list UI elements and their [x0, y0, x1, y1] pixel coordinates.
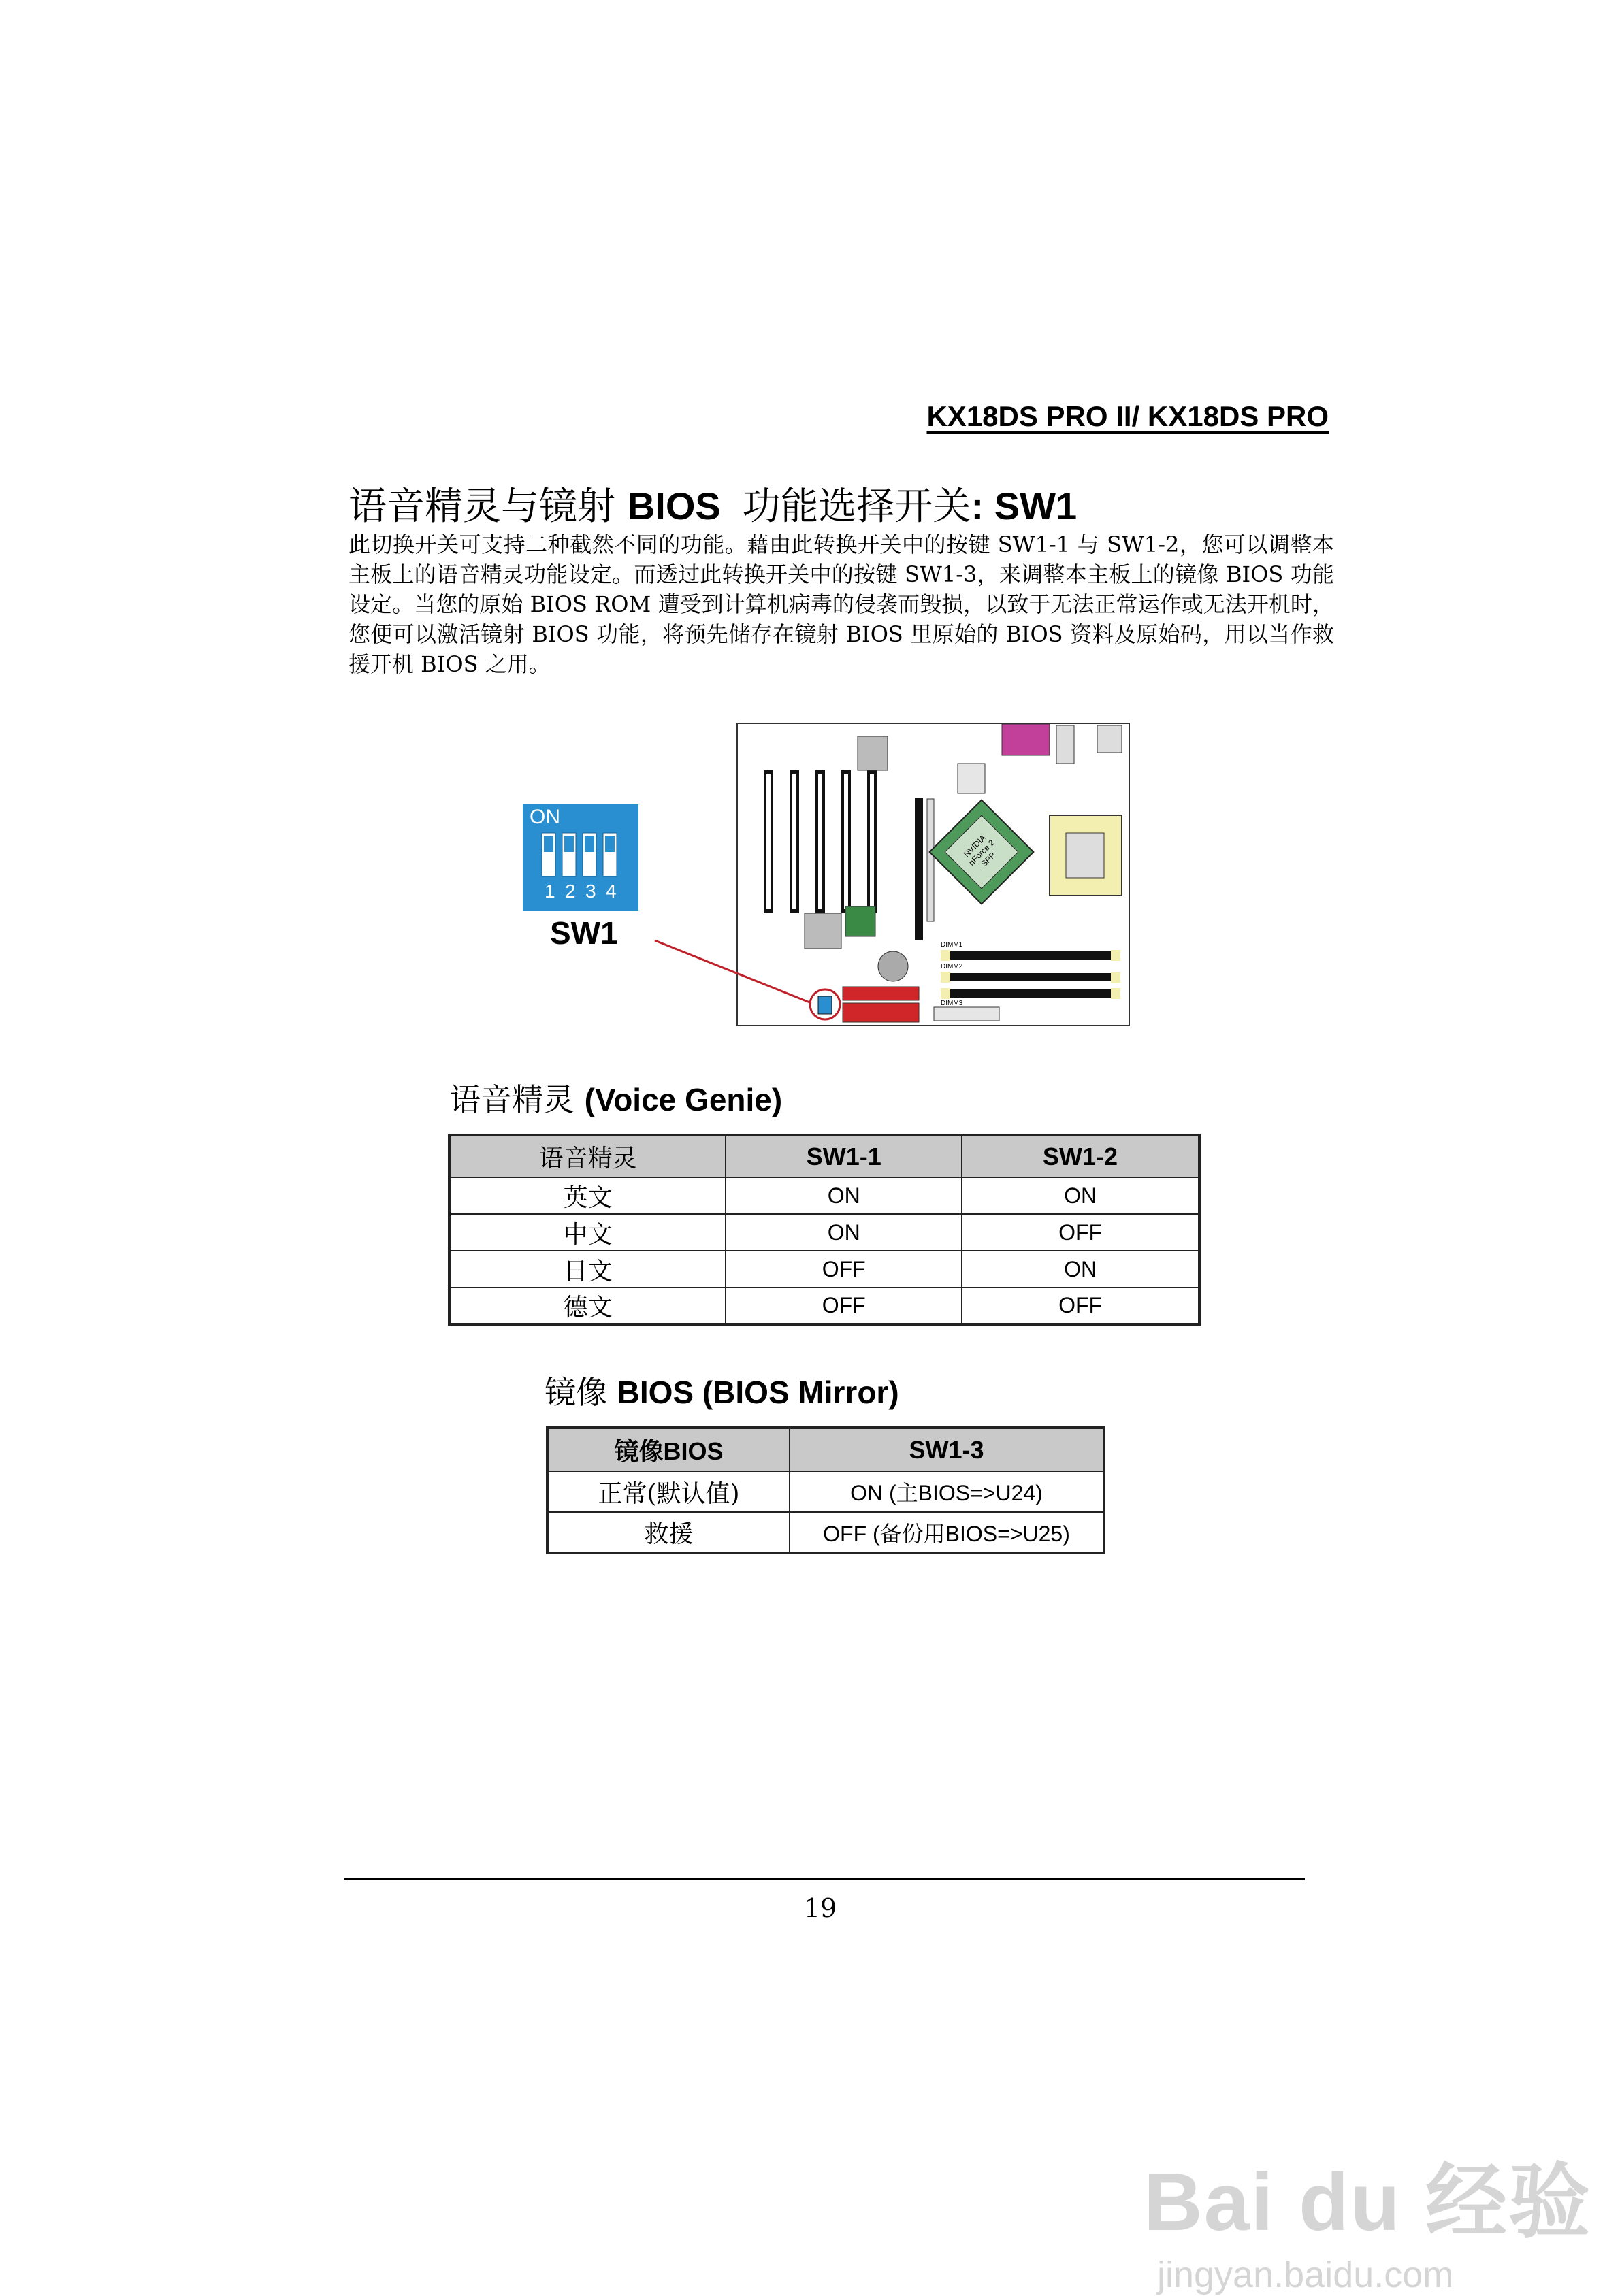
northbridge-chip-label: NVIDIA nForce 2 SPP [961, 833, 998, 869]
table-cell: ON (主BIOS=>U24) [790, 1471, 1104, 1512]
dip-switch-figure [523, 804, 638, 911]
footer-rule [344, 1878, 1305, 1880]
document-header: KX18DS PRO II/ KX18DS PRO [926, 400, 1329, 432]
table-cell: 中文 [449, 1214, 726, 1251]
table-header-row [449, 1135, 1199, 1177]
bios-mirror-title-en: BIOS (BIOS Mirror) [617, 1375, 899, 1410]
dip-switch-number-4: 4 [606, 881, 617, 902]
title-part-sw: : SW1 [971, 485, 1078, 527]
voice-genie-title [449, 1075, 782, 1120]
dimm2-label: DIMM2 [941, 963, 963, 970]
table-cell: OFF [726, 1288, 962, 1324]
dip-switch-on-label: ON [530, 806, 560, 828]
voice-genie-table [448, 1134, 1201, 1326]
dip-switch-number-2: 2 [565, 881, 576, 902]
table-cell: ON [962, 1177, 1199, 1214]
voice-genie-title-zh: 语音精灵 [449, 1081, 574, 1118]
table-cell: 日文 [449, 1251, 726, 1288]
bios-mirror-title-zh: 镜像 [545, 1374, 607, 1411]
table-cell: OFF [962, 1288, 1199, 1324]
baidu-watermark [1144, 2137, 1591, 2296]
table-cell: ON [726, 1214, 962, 1251]
table-row [547, 1471, 1104, 1512]
table-cell: 正常(默认值) [547, 1471, 790, 1512]
title-part-bios: BIOS [627, 485, 721, 527]
col-header-voice-genie: 语音精灵 [449, 1135, 726, 1177]
table-row [449, 1288, 1199, 1324]
voice-genie-title-en: (Voice Genie) [584, 1082, 783, 1117]
col-header-sw1-2: SW1-2 [962, 1135, 1199, 1177]
intro-paragraph: 此切换开关可支持二种截然不同的功能。藉由此转换开关中的按键 SW1-1 与 SW1-2，您可以调整本主板上的语音精灵功能设定。而透过此转换开关中的按键 SW1-3，来调整本主板上的镜像 BIOS 功能设定。当您的原始 BIOS ROM 遭受到计算机病毒的侵袭而毁损，以致于无法正常运作或无法开机时，您便可以激活镜射 BIOS 功能，将预先储存在镜射 BIOS 里原始的 BIOS 资料及原始码，用以当作救援开机 BIOS 之用。 [349, 531, 1334, 677]
table-cell: OFF [726, 1251, 962, 1288]
dimm3-label: DIMM3 [941, 1000, 963, 1007]
title-part-zh2: 功能选择开关 [742, 485, 971, 529]
title-part-zh: 语音精灵与镜射 [349, 485, 615, 529]
sw1-label: SW1 [550, 915, 618, 951]
bios-mirror-title [545, 1368, 899, 1413]
bios-mirror-table [546, 1426, 1105, 1554]
table-row [449, 1251, 1199, 1288]
page-number: 19 [803, 1893, 837, 1923]
table-cell: ON [726, 1177, 962, 1214]
col-header-bios-mirror: 镜像BIOS [547, 1428, 790, 1471]
table-cell: 救援 [547, 1512, 790, 1553]
table-header-row [547, 1428, 1104, 1471]
watermark-brand: Bai du 经验 [1144, 2156, 1592, 2248]
table-cell: 英文 [449, 1177, 726, 1214]
dip-switch-number-3: 3 [585, 881, 596, 902]
col-header-sw1-1: SW1-1 [726, 1135, 962, 1177]
table-cell: ON [962, 1251, 1199, 1288]
col-header-sw1-3: SW1-3 [790, 1428, 1104, 1471]
table-cell: OFF [962, 1214, 1199, 1251]
table-cell: OFF (备份用BIOS=>U25) [790, 1512, 1104, 1553]
table-row [547, 1512, 1104, 1553]
sw1-pointer-line [653, 939, 830, 1021]
section-title [349, 476, 1077, 531]
table-row [449, 1177, 1199, 1214]
table-row [449, 1214, 1199, 1251]
dimm1-label: DIMM1 [941, 941, 963, 949]
table-cell: 德文 [449, 1288, 726, 1324]
watermark-url: jingyan.baidu.com [1157, 2254, 1454, 2295]
dip-switch-number-1: 1 [545, 881, 555, 902]
